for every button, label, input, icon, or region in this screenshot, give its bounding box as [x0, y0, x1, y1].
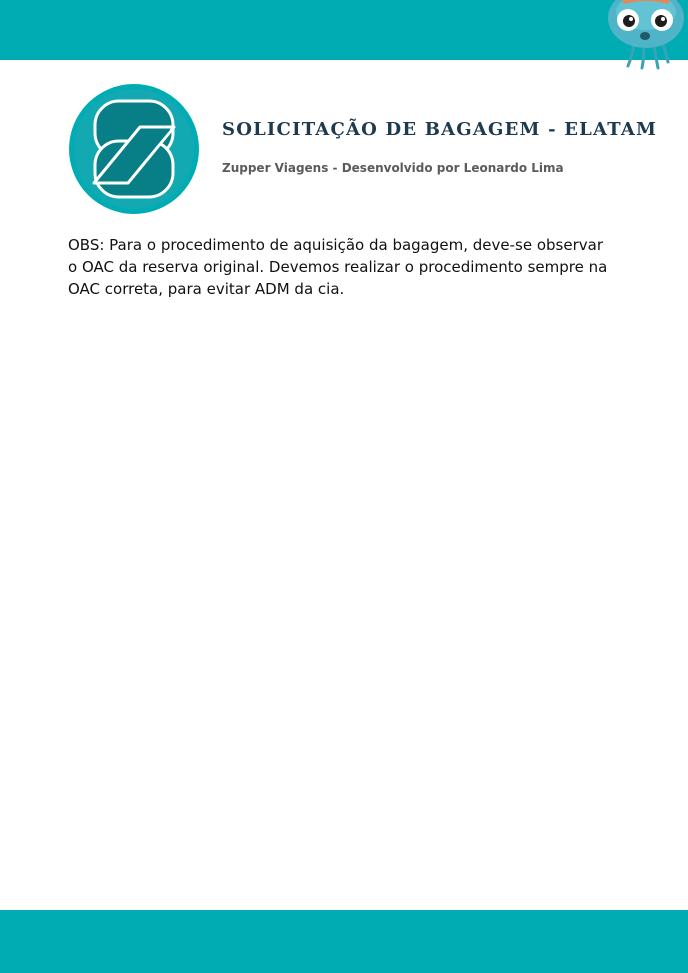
zupper-logo-icon — [68, 83, 200, 215]
octopus-mascot-icon — [598, 0, 688, 72]
obs-paragraph: OBS: Para o procedimento de aquisição da bagagem, deve-se observar o OAC da reserva original. Devemos realizar o procedimento sempre na OAC correta, para evitar ADM da cia. — [68, 236, 608, 298]
top-color-band — [0, 0, 688, 60]
page-title: SOLICITAÇÃO DE BAGAGEM - ELATAM — [222, 119, 658, 140]
page-subtitle: Zupper Viagens - Desenvolvido por Leonardo Lima — [222, 161, 564, 175]
bottom-color-band — [0, 910, 688, 973]
